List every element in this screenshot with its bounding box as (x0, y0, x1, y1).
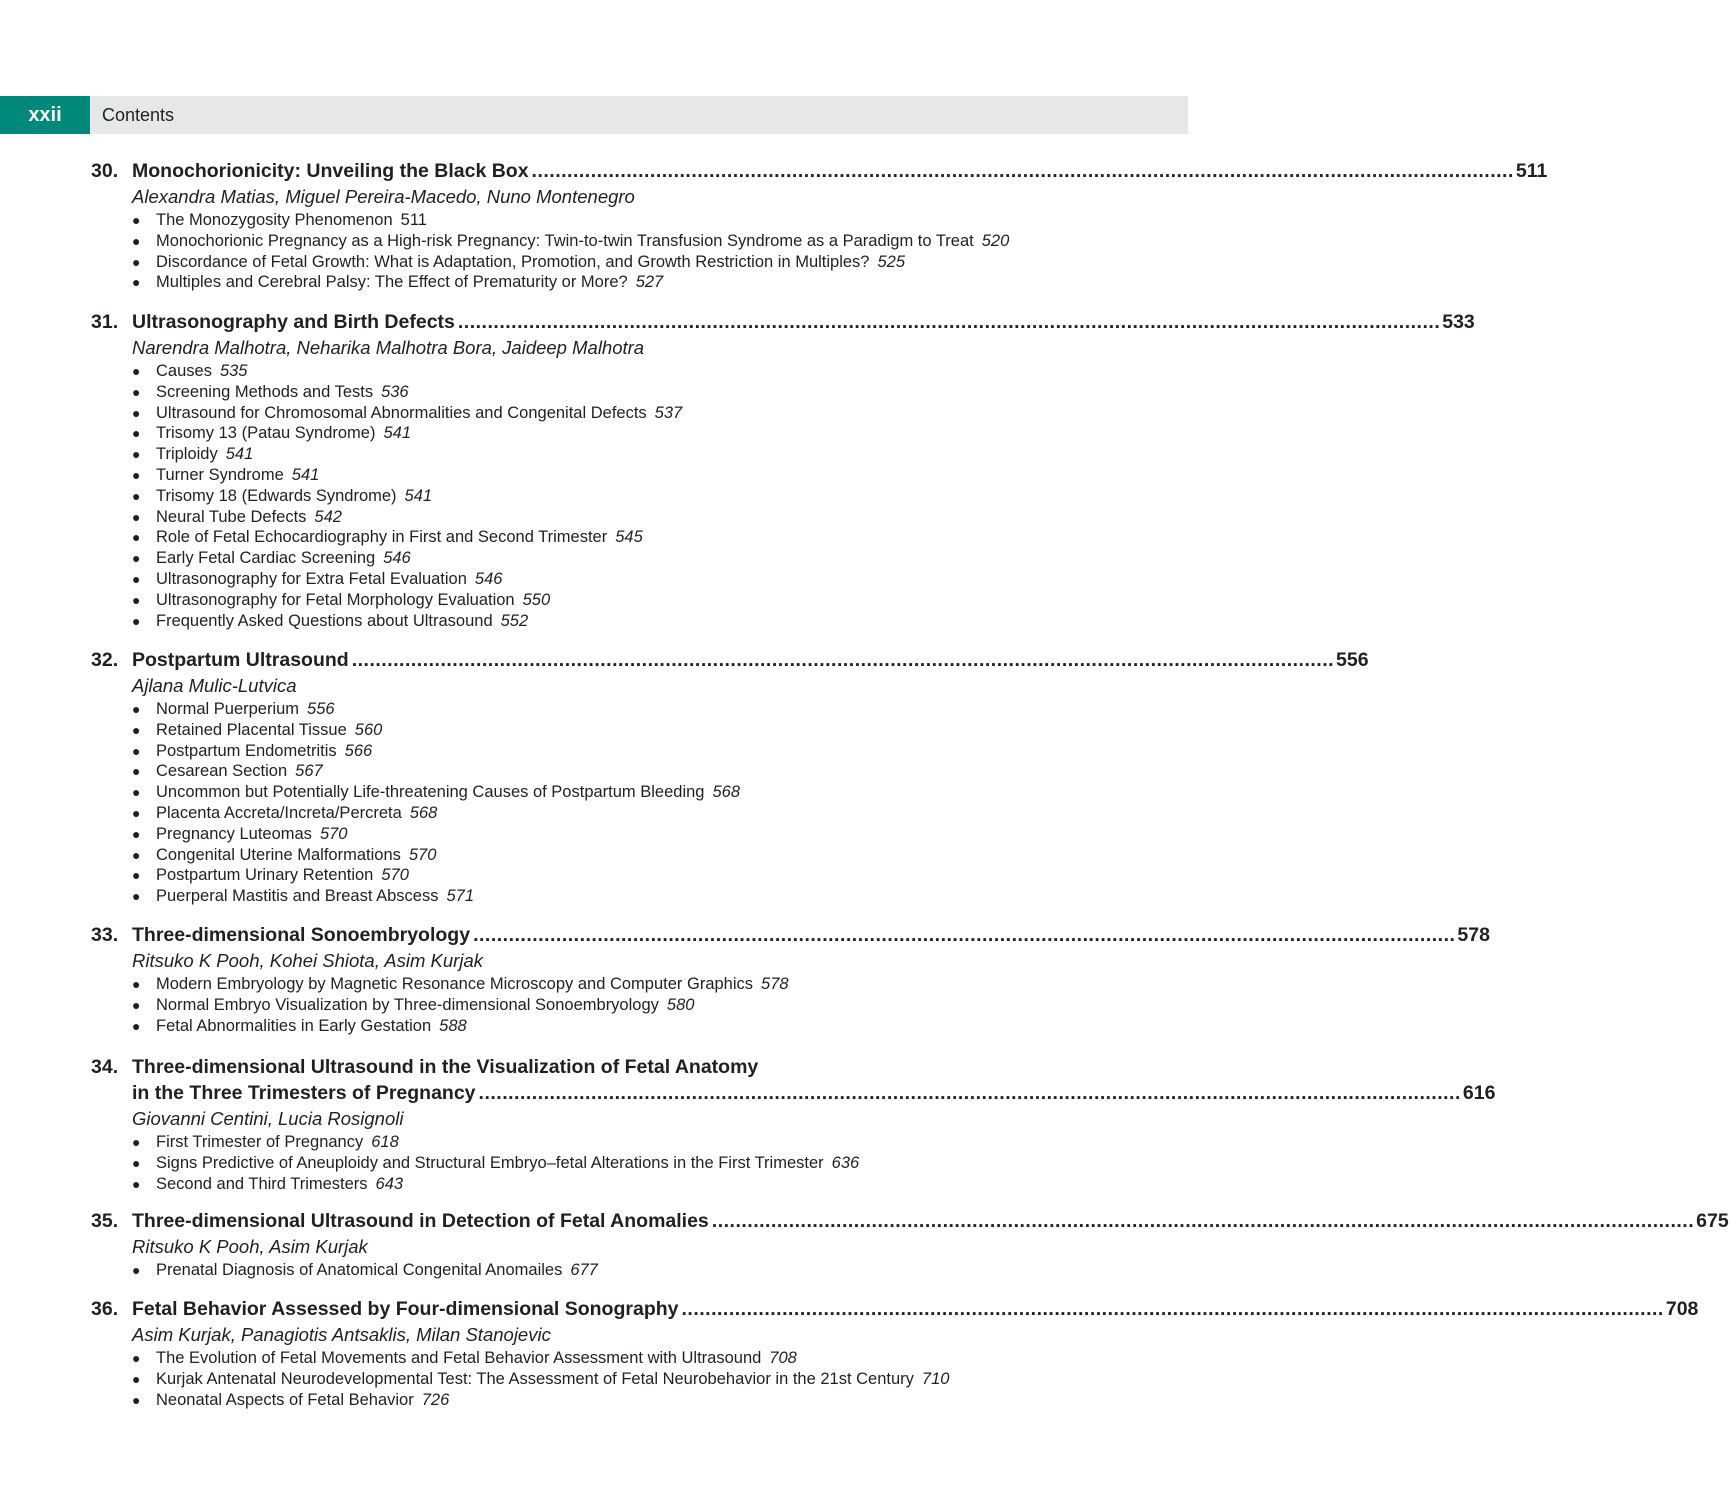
chapter-authors: Giovanni Centini, Lucia Rosignoli (132, 1108, 404, 1129)
bullet-icon: ● (132, 253, 141, 270)
chapter-title: Ultrasonography and Birth Defects (132, 311, 455, 333)
topic-item[interactable] (0, 741, 1188, 762)
topic-item[interactable] (0, 465, 1188, 486)
chapter-page: 708 (1665, 1298, 1699, 1320)
bullet-icon: ● (132, 976, 141, 992)
chapter-title: Monochorionicity: Unveiling the Black Box (132, 160, 529, 182)
bullet-icon: ● (132, 846, 141, 863)
dot-leader: ...................................................................................................................................................................... (351, 649, 1335, 671)
topic-page: 588 (439, 1016, 467, 1035)
topic-page: 568 (409, 803, 438, 822)
bullet-icon: ● (132, 570, 141, 587)
bullet-icon: ● (132, 508, 141, 525)
bullet-icon: ● (132, 1134, 141, 1150)
topic-item[interactable] (0, 527, 1188, 548)
bullet-icon: ● (132, 383, 141, 400)
topic-page: 568 (712, 783, 741, 802)
topic-item[interactable] (0, 782, 1188, 803)
topic-page: 710 (921, 1369, 950, 1388)
topic-page: 560 (354, 720, 383, 739)
bullet-icon: ● (132, 591, 141, 608)
bullet-icon: ● (132, 612, 141, 629)
topic-label: Trisomy 13 (Patau Syndrome) (156, 424, 376, 443)
topic-item[interactable] (0, 272, 1188, 293)
topic-list (0, 1132, 1188, 1194)
topic-label: Ultrasonography for Extra Fetal Evaluation (156, 569, 467, 588)
topic-label: Uncommon but Potentially Life-threatening Causes of Postpartum Bleeding (156, 783, 705, 802)
topic-item[interactable] (0, 231, 1188, 252)
topic-label: Cesarean Section (156, 762, 288, 781)
bullet-icon: ● (132, 867, 141, 884)
topic-label: Early Fetal Cardiac Screening (156, 549, 376, 568)
topic-page: 570 (408, 845, 437, 864)
bullet-icon: ● (132, 487, 141, 504)
bullet-icon: ● (132, 763, 141, 780)
chapter-authors: Alexandra Matias, Miguel Pereira-Macedo, Nuno Montenegro (132, 186, 635, 207)
topic-label: Kurjak Antenatal Neurodevelopmental Test: The Assessment of Fetal Neurobehavior in the 21st Century (156, 1369, 914, 1388)
topic-page: 552 (500, 611, 529, 630)
toc-chapter-36 (0, 1296, 1699, 1410)
topic-list (0, 210, 1188, 293)
dot-leader: ...................................................................................................................................................................... (457, 311, 1441, 333)
topic-item[interactable] (0, 803, 1188, 824)
topic-item[interactable] (0, 361, 1188, 382)
topic-label: Ultrasound for Chromosomal Abnormalities and Congenital Defects (156, 403, 647, 422)
chapter-page: 556 (1336, 649, 1369, 671)
topic-page: 580 (666, 995, 695, 1014)
bullet-icon: ● (132, 550, 141, 567)
topic-label: Pregnancy Luteomas (156, 824, 312, 843)
bullet-icon: ● (132, 804, 141, 821)
topic-label: Second and Third Trimesters (156, 1174, 368, 1193)
topic-page: 567 (295, 762, 323, 781)
topic-item[interactable] (0, 444, 1188, 465)
topic-label: Modern Embryology by Magnetic Resonance Microscopy and Computer Graphics (156, 975, 754, 993)
topic-item[interactable] (0, 1174, 1188, 1195)
bullet-icon: ● (132, 1154, 141, 1171)
topic-label: Postpartum Urinary Retention (156, 866, 374, 885)
topic-page: 541 (383, 424, 411, 443)
topic-page: 571 (446, 887, 474, 906)
topic-item[interactable] (0, 252, 1188, 273)
topic-label: Prenatal Diagnosis of Anatomical Congenital Anomailes (156, 1261, 563, 1279)
bullet-icon: ● (132, 446, 141, 463)
dot-leader: ...................................................................................................................................................................... (531, 160, 1514, 182)
chapter-page: 616 (1462, 1082, 1496, 1104)
chapter-authors: Ritsuko K Pooh, Asim Kurjak (132, 1236, 368, 1257)
bullet-icon: ● (132, 888, 141, 905)
topic-item[interactable] (0, 1016, 1188, 1037)
bullet-icon: ● (132, 1017, 141, 1034)
topic-item[interactable] (0, 1390, 1188, 1411)
chapter-page: 533 (1442, 311, 1475, 333)
topic-list (0, 974, 1188, 1036)
topic-label: Trisomy 18 (Edwards Syndrome) (156, 486, 397, 505)
topic-item[interactable] (0, 845, 1188, 866)
topic-page: 520 (981, 231, 1010, 250)
bullet-icon: ● (132, 701, 141, 717)
topic-label: Discordance of Fetal Growth: What is Adaptation, Promotion, and Growth Restriction in Multiples? (156, 252, 870, 271)
running-head: Contents (102, 105, 175, 125)
toc-chapter-35 (0, 1208, 1729, 1281)
topic-label: Placenta Accreta/Increta/Percreta (156, 803, 402, 822)
chapter-title: Three-dimensional Ultrasound in Detection of Fetal Anomalies (132, 1210, 709, 1232)
topic-page: 541 (404, 486, 433, 505)
toc-chapter-33 (0, 922, 1490, 1036)
topic-item[interactable] (0, 824, 1188, 845)
topic-label: Screening Methods and Tests (156, 382, 374, 401)
topic-list (0, 1348, 1188, 1410)
topic-label: Multiples and Cerebral Palsy: The Effect of Prematurity or More? (156, 273, 628, 292)
topic-item[interactable] (0, 1369, 1188, 1390)
topic-item[interactable] (0, 507, 1188, 528)
chapter-number: 35. (91, 1210, 119, 1232)
topic-label: Causes (156, 362, 212, 380)
topic-label: Neonatal Aspects of Fetal Behavior (156, 1390, 414, 1409)
chapter-heading[interactable] (0, 647, 1369, 673)
topic-label: First Trimester of Pregnancy (156, 1133, 364, 1151)
topic-item[interactable] (0, 1348, 1188, 1369)
topic-item[interactable] (0, 486, 1188, 507)
chapter-authors: Asim Kurjak, Panagiotis Antsaklis, Milan Stanojevic (132, 1324, 551, 1345)
topic-item[interactable] (0, 720, 1188, 741)
chapter-title: Fetal Behavior Assessed by Four-dimensional Sonography (132, 1298, 679, 1320)
topic-page: 527 (635, 273, 664, 292)
chapter-page: 511 (1515, 160, 1548, 182)
topic-page: 537 (654, 403, 683, 422)
chapter-heading[interactable] (0, 1208, 1729, 1234)
topic-label: Puerperal Mastitis and Breast Abscess (156, 887, 439, 906)
dot-leader: ...................................................................................................................................................................... (478, 1082, 1461, 1104)
topic-label: Normal Puerperium (156, 700, 300, 718)
topic-page: 546 (383, 549, 411, 568)
topic-label: Normal Embryo Visualization by Three-dimensional Sonoembryology (156, 995, 659, 1014)
chapter-number: 34. (91, 1056, 119, 1078)
toc-chapter-30 (0, 158, 1548, 293)
dot-leader: ...................................................................................................................................................................... (473, 924, 1456, 946)
bullet-icon: ● (132, 1175, 141, 1192)
bullet-icon: ● (132, 742, 141, 759)
topic-page: 708 (769, 1349, 797, 1367)
bullet-icon: ● (132, 1262, 141, 1278)
topic-label: Ultrasonography for Fetal Morphology Evaluation (156, 590, 515, 609)
bullet-icon: ● (132, 825, 141, 842)
topic-page: 550 (522, 590, 551, 609)
topic-label: Monochorionic Pregnancy as a High-risk Pregnancy: Twin-to-twin Transfusion Syndrome as a Paradigm to Treat (156, 231, 974, 250)
bullet-icon: ● (132, 721, 141, 738)
bullet-icon: ● (132, 466, 141, 483)
topic-item[interactable] (0, 548, 1188, 569)
bullet-icon: ● (132, 1370, 141, 1387)
chapter-heading-line-1[interactable] (0, 1054, 1188, 1080)
topic-page: 542 (314, 507, 342, 526)
chapter-heading[interactable] (0, 158, 1548, 184)
topic-page: 525 (877, 252, 906, 271)
topic-item[interactable] (0, 974, 1188, 995)
dot-leader: ...................................................................................................................................................................... (711, 1210, 1695, 1232)
chapter-authors: Ajlana Mulic-Lutvica (132, 675, 297, 696)
bullet-icon: ● (132, 404, 141, 421)
topic-page: 570 (319, 824, 348, 843)
topic-label: Signs Predictive of Aneuploidy and Structural Embryo–fetal Alterations in the First Trimester (156, 1153, 824, 1172)
bullet-icon: ● (132, 212, 141, 228)
topic-page: 536 (381, 382, 409, 401)
topic-page: 636 (831, 1153, 860, 1172)
topic-label: Neural Tube Defects (156, 507, 307, 526)
chapter-number: 30. (91, 160, 119, 182)
bullet-icon: ● (132, 529, 141, 546)
chapter-authors: Ritsuko K Pooh, Kohei Shiota, Asim Kurjak (132, 950, 483, 971)
topic-item[interactable] (0, 210, 1188, 231)
topic-item[interactable] (0, 423, 1188, 444)
topic-item[interactable] (0, 403, 1188, 424)
bullet-icon: ● (132, 1391, 141, 1408)
topic-label: The Evolution of Fetal Movements and Fetal Behavior Assessment with Ultrasound (156, 1349, 762, 1367)
topic-item[interactable] (0, 382, 1188, 403)
chapter-number: 32. (91, 649, 119, 671)
topic-label: Turner Syndrome (156, 465, 284, 484)
bullet-icon: ● (132, 274, 141, 291)
chapter-number: 36. (91, 1298, 119, 1320)
toc-chapter-32 (0, 647, 1369, 907)
topic-label: Postpartum Endometritis (156, 741, 337, 760)
topic-page: 677 (570, 1261, 598, 1279)
chapter-heading[interactable] (0, 922, 1490, 948)
topic-list (0, 699, 1188, 907)
chapter-number: 33. (91, 924, 119, 946)
topic-item[interactable] (0, 611, 1188, 632)
topic-page: 511 (400, 211, 427, 229)
toc-chapter-34 (0, 1054, 1496, 1194)
chapter-title: Three-dimensional Sonoembryology (132, 924, 471, 946)
topic-page: 570 (381, 866, 409, 885)
chapter-title: Postpartum Ultrasound (132, 649, 349, 671)
topic-list (0, 1260, 1188, 1281)
chapter-page: 578 (1457, 924, 1490, 946)
chapter-title: in the Three Trimesters of Pregnancy (132, 1082, 476, 1104)
chapter-heading[interactable] (0, 1296, 1699, 1322)
bullet-icon: ● (132, 1350, 141, 1366)
chapter-heading[interactable] (0, 309, 1475, 335)
topic-label: Fetal Abnormalities in Early Gestation (156, 1016, 432, 1035)
topic-item[interactable] (0, 590, 1188, 611)
bullet-icon: ● (132, 784, 141, 801)
topic-page: 618 (371, 1133, 399, 1151)
page-number: xxii (0, 96, 90, 134)
chapter-title-line-1: Three-dimensional Ultrasound in the Visualization of Fetal Anatomy (132, 1056, 759, 1078)
chapter-authors: Narendra Malhotra, Neharika Malhotra Bora, Jaideep Malhotra (132, 337, 645, 358)
topic-item[interactable] (0, 699, 1188, 720)
topic-label: The Monozygosity Phenomenon (156, 211, 393, 229)
topic-item[interactable] (0, 569, 1188, 590)
topic-label: Role of Fetal Echocardiography in First and Second Trimester (156, 528, 608, 547)
topic-label: Triploidy (156, 445, 218, 464)
topic-item[interactable] (0, 886, 1188, 907)
chapter-number: 31. (91, 311, 119, 333)
topic-list (0, 361, 1188, 631)
bullet-icon: ● (132, 996, 141, 1013)
topic-item[interactable] (0, 1260, 1188, 1281)
topic-item[interactable] (0, 1153, 1188, 1174)
bullet-icon: ● (132, 363, 141, 379)
topic-page: 535 (219, 362, 248, 380)
topic-item[interactable] (0, 761, 1188, 782)
topic-page: 546 (474, 569, 503, 588)
bullet-icon: ● (132, 425, 141, 442)
topic-page: 556 (307, 700, 335, 718)
toc-chapter-31 (0, 309, 1475, 631)
chapter-page: 675 (1696, 1210, 1729, 1232)
chapter-heading[interactable] (0, 1080, 1496, 1106)
topic-page: 566 (344, 741, 373, 760)
topic-label: Retained Placental Tissue (156, 720, 347, 739)
topic-page: 541 (225, 445, 254, 464)
bullet-icon: ● (132, 232, 141, 249)
page-header (0, 96, 1188, 134)
topic-page: 545 (615, 528, 643, 547)
topic-page: 541 (291, 465, 320, 484)
topic-item[interactable] (0, 1132, 1188, 1153)
dot-leader: ...................................................................................................................................................................... (681, 1298, 1664, 1320)
topic-page: 578 (761, 975, 789, 993)
topic-label: Frequently Asked Questions about Ultrasound (156, 611, 493, 630)
topic-page: 726 (421, 1390, 450, 1409)
topic-page: 643 (375, 1174, 404, 1193)
topic-item[interactable] (0, 995, 1188, 1016)
topic-item[interactable] (0, 865, 1188, 886)
topic-label: Congenital Uterine Malformations (156, 845, 401, 864)
